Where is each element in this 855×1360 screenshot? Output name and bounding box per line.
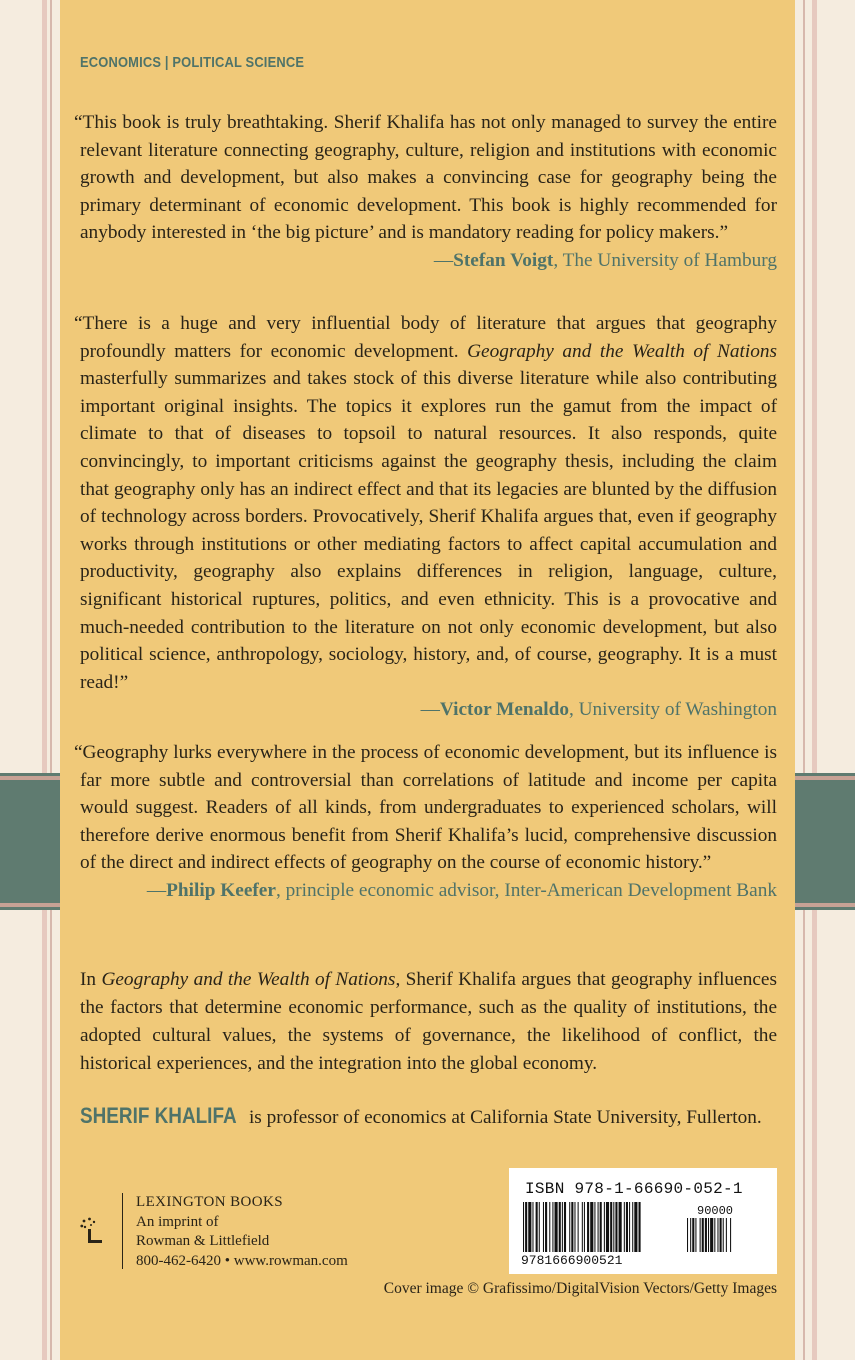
barcode-bar <box>582 1202 583 1252</box>
attribution-name: Stefan Voigt <box>453 249 554 271</box>
publisher-name: LEXINGTON BOOKS <box>136 1194 283 1210</box>
quote-attribution: —Stefan Voigt, The University of Hamburg <box>433 249 777 271</box>
barcode-bar <box>532 1202 533 1252</box>
publisher-block <box>80 1193 420 1273</box>
category-label: ECONOMICS | POLITICAL SCIENCE <box>80 54 305 71</box>
left-margin-thin-line <box>50 0 52 1360</box>
quote-attribution: —Philip Keefer, principle economic advisor, Inter-American Development Bank <box>146 879 777 901</box>
barcode-bar <box>523 1202 524 1252</box>
author-bio-text: is professor of economics at California State University, Fullerton. <box>244 1107 762 1128</box>
barcode-bar <box>552 1202 553 1252</box>
barcode-addon-bar <box>690 1218 691 1252</box>
barcode-bar <box>584 1202 585 1252</box>
barcode-bar <box>536 1202 538 1252</box>
barcode-addon-bar <box>700 1218 701 1252</box>
barcode-addon-digits: 90000 <box>697 1204 734 1218</box>
right-margin-line <box>812 0 817 1360</box>
author-name: SHERIF KHALIFA <box>80 1103 237 1128</box>
barcode-bar <box>604 1202 605 1252</box>
publisher-logo-icon <box>80 1215 108 1245</box>
barcode-bar <box>564 1202 566 1252</box>
publisher-imprint-line: An imprint of <box>136 1213 219 1230</box>
barcode-bar <box>545 1202 547 1252</box>
left-margin-line <box>42 0 47 1360</box>
barcode-addon-bar <box>702 1218 704 1252</box>
barcode-bar <box>562 1202 563 1252</box>
barcode-bar <box>619 1202 622 1252</box>
left-stripe-line-bottom <box>0 903 60 907</box>
barcode-addon-bar <box>726 1218 727 1252</box>
barcode-bar <box>590 1202 593 1252</box>
barcode-bar <box>555 1202 558 1252</box>
barcode-bar <box>639 1202 641 1252</box>
right-stripe-line-top <box>795 776 855 780</box>
attribution-affiliation: , principle economic advisor, Inter-American Development Bank <box>275 879 777 901</box>
publisher-contact: 800-462-6420 • www.rowman.com <box>136 1252 348 1269</box>
barcode-addon-bar <box>717 1218 718 1252</box>
barcode-bar <box>549 1202 550 1252</box>
barcode-addon-bar <box>695 1218 696 1252</box>
quote-text: “This book is truly breathtaking. Sherif Khalifa has not only managed to survey the entire relevant literature connecting geography, culture, religion and institutions with economic growth and development, but also makes a convincing case for geography being the primary determinant of economic development. This book is highly recommended for anybody interested in ‘the big picture’ and is mandatory reading for policy makers.” <box>74 112 777 244</box>
isbn-barcode <box>509 1168 777 1274</box>
quote-text: “There is a huge and very influential body of literature that argues that geography profoundly matters for economic development. Geography and the Wealth of Nations masterfully summarizes and takes stock of this diverse literature while also contributing important original insights. The topics it explores run the gamut from the impact of climate to that of diseases to topsoil to natural resources. It also responds, quite convincingly, to important criticisms against the geography thesis, including the claim that geography only has an indirect effect and that its legacies are blunted by the diffusion of technology across borders. Provocatively, Sherif Khalifa argues that, even if geography works through institutions or other mediating factors to affect capital accumulation and productivity, geography also explains differences in religion, language, culture, significant historical ruptures, politics, and even ethnicity. This is a provocative and much-needed contribution to the literature on not only economic development, but also political science, anthropology, sociology, history, and, of course, geography. It is a must read!” <box>74 313 777 693</box>
barcode-bar <box>624 1202 625 1252</box>
barcode-bar <box>525 1202 527 1252</box>
barcode-addon-bar <box>720 1218 722 1252</box>
quote-attribution: —Victor Menaldo, University of Washington <box>420 699 777 721</box>
barcode-bar <box>543 1202 544 1252</box>
barcode-addon-bar <box>710 1218 713 1252</box>
barcode-addon-bar <box>708 1218 709 1252</box>
barcode-addon-bar <box>730 1218 731 1252</box>
isbn-label: ISBN 978-1-66690-052-1 <box>525 1180 743 1198</box>
barcode-bar <box>598 1202 599 1252</box>
barcode-bar <box>626 1202 628 1252</box>
book-title-italic: Geography and the Wealth of Nations <box>467 340 777 362</box>
left-stripe-band <box>0 773 60 910</box>
book-summary: In Geography and the Wealth of Nations, Sherif Khalifa argues that geography influences the factors that determine economic performance, such as the quality of institutions, the adopted cultural values, the systems of governance, the likelihood of conflict, the historical experiences, and the integration into the global economy. <box>80 969 777 1074</box>
author-bio <box>80 1103 780 1129</box>
barcode-bar <box>629 1202 630 1252</box>
barcode-bar <box>571 1202 573 1252</box>
barcode-bar <box>578 1202 579 1252</box>
barcode-bar <box>569 1202 570 1252</box>
barcode-bar <box>587 1202 589 1252</box>
barcode-addon-bar <box>723 1218 724 1252</box>
right-stripe-line-bottom <box>795 903 855 907</box>
barcode-bar <box>574 1202 575 1252</box>
barcode-bar <box>600 1202 602 1252</box>
right-margin-thin-line <box>803 0 805 1360</box>
barcode-bar <box>610 1202 612 1252</box>
left-stripe-line-top <box>0 776 60 780</box>
endorsement-quote-2 <box>74 310 777 724</box>
barcode-bar <box>528 1202 531 1252</box>
barcode-graphic <box>521 1202 767 1266</box>
barcode-main-digits: 9781666900521 <box>521 1253 623 1266</box>
barcode-addon-bar <box>705 1218 707 1252</box>
book-title-italic: Geography and the Wealth of Nations <box>101 969 396 990</box>
endorsement-quote-1 <box>74 109 777 275</box>
publisher-parent: Rowman & Littlefield <box>136 1233 270 1249</box>
publisher-text <box>136 1193 348 1271</box>
barcode-addon-bar <box>692 1218 694 1252</box>
barcode-bar <box>606 1202 609 1252</box>
barcode-addon-bar <box>687 1218 688 1252</box>
publisher-divider <box>122 1193 123 1269</box>
barcode-bar <box>634 1202 637 1252</box>
barcode-bar <box>613 1202 614 1252</box>
barcode-bar <box>539 1202 540 1252</box>
barcode-bar <box>632 1202 633 1252</box>
barcode-bar <box>594 1202 595 1252</box>
back-cover-panel <box>60 0 795 1360</box>
barcode-bar <box>615 1202 617 1252</box>
attribution-affiliation: , University of Washington <box>568 699 777 721</box>
barcode-addon-bar <box>714 1218 715 1252</box>
attribution-name: Philip Keefer <box>166 879 276 901</box>
barcode-bar <box>559 1202 561 1252</box>
endorsement-quote-3 <box>74 739 777 905</box>
attribution-affiliation: , The University of Hamburg <box>553 249 777 271</box>
cover-image-credit: Cover image © Grafissimo/DigitalVision Vectors/Getty Images <box>383 1280 777 1297</box>
quote-text: “Geography lurks everywhere in the process of economic development, but its influence is far more subtle and controversial than correlations of latitude and income per capita would suggest. Readers of all kinds, from undergraduates to experienced scholars, will therefore derive enormous benefit from Sherif Khalifa’s lucid, comprehensive discussion of the direct and indirect effects of geography on the course of economic history.” <box>74 742 777 874</box>
right-stripe-band <box>795 773 855 910</box>
attribution-name: Victor Menaldo <box>439 699 569 721</box>
